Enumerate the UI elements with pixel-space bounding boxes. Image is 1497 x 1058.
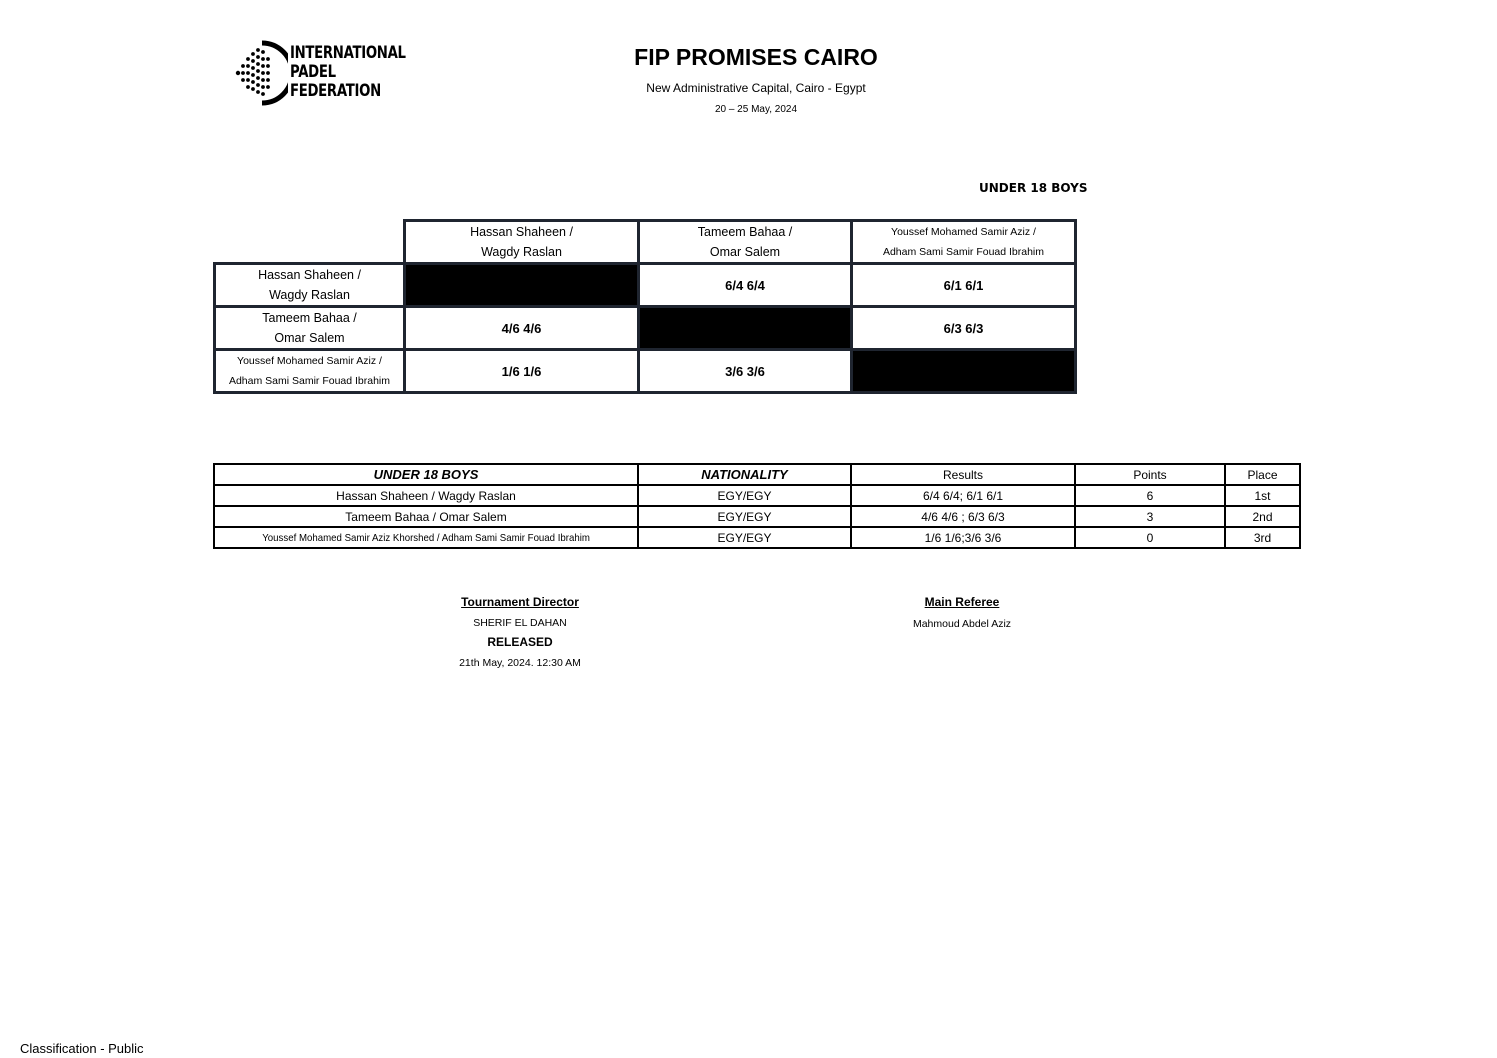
standings-team: Hassan Shaheen / Wagdy Raslan [214,485,638,506]
fip-logo [232,40,412,106]
results-matrix [213,219,1077,394]
standings-place: 1st [1225,485,1300,506]
padel-racket-dots-icon [232,40,288,106]
standings-header-cell: NATIONALITY [638,464,851,485]
matrix-score-cell: 3/6 3/6 [639,350,852,393]
director-block [420,595,620,669]
matrix-score-cell: 6/3 6/3 [852,307,1076,350]
table-row [214,485,1300,506]
team-player-line: Youssef Mohamed Samir Aziz / [237,355,382,367]
referee-block [862,595,1062,630]
standings-results: 6/4 6/4; 6/1 6/1 [851,485,1075,506]
standings-nationality: EGY/EGY [638,527,851,548]
standings-nationality: EGY/EGY [638,485,851,506]
table-row [214,527,1300,548]
matrix-self-cell [852,350,1076,393]
logo-line: PADEL [290,62,336,82]
team-player-line: Hassan Shaheen / [258,268,361,282]
standings-place: 3rd [1225,527,1300,548]
standings-header-cell: Place [1225,464,1300,485]
matrix-row-header [215,350,405,393]
matrix-col-header [405,221,639,264]
team-player-line: Omar Salem [274,331,345,345]
team-player-line: Adham Sami Samir Fouad Ibrahim [882,246,1045,258]
table-row [214,506,1300,527]
team-player-line: Wagdy Raslan [269,288,350,302]
team-player-line: Adham Sami Samir Fouad Ibrahim [228,375,391,387]
standings-points: 6 [1075,485,1225,506]
matrix-row-header [215,307,405,350]
standings-header-cell: Points [1075,464,1225,485]
tournament-location: New Administrative Capital, Cairo - Egypt [646,81,866,95]
standings-place: 2nd [1225,506,1300,527]
team-player-line: Wagdy Raslan [481,245,562,259]
matrix-score-cell: 4/6 4/6 [405,307,639,350]
referee-title: Main Referee [924,595,1000,609]
standings-header-row [214,464,1300,485]
team-player-line: Tameem Bahaa / [697,225,793,239]
tournament-title: FIP PROMISES CAIRO [634,44,878,70]
release-status: RELEASED [487,635,553,649]
team-player-line: Youssef Mohamed Samir Aziz / [891,226,1036,238]
matrix-score-cell: 6/1 6/1 [852,264,1076,307]
standings-points: 3 [1075,506,1225,527]
team-player-line: Tameem Bahaa / [262,311,357,325]
director-name: SHERIF EL DAHAN [473,617,567,629]
matrix-col-header [852,221,1076,264]
standings-results: 4/6 4/6 ; 6/3 6/3 [851,506,1075,527]
standings-header-cell: UNDER 18 BOYS [214,464,638,485]
standings-team-text: Youssef Mohamed Samir Aziz Khorshed / Adham Sami Samir Fouad Ibrahim [262,531,590,544]
team-player-line: Hassan Shaheen / [470,225,573,239]
classification-footer: Classification - Public [20,1041,144,1056]
matrix-self-cell [639,307,852,350]
director-title: Tournament Director [461,595,579,609]
matrix-self-cell [405,264,639,307]
standings-nationality: EGY/EGY [638,506,851,527]
matrix-col-header [639,221,852,264]
matrix-score-cell: 6/4 6/4 [639,264,852,307]
matrix-corner [215,221,405,264]
standings-results: 1/6 1/6;3/6 3/6 [851,527,1075,548]
standings-table [213,463,1301,549]
logo-wordmark [290,44,406,101]
standings-team [214,527,638,548]
matrix-score-cell: 1/6 1/6 [405,350,639,393]
standings-team: Tameem Bahaa / Omar Salem [214,506,638,527]
tournament-dates: 20 – 25 May, 2024 [714,104,798,115]
standings-header-cell: Results [851,464,1075,485]
team-player-line: Omar Salem [709,245,781,259]
logo-line: INTERNATIONAL [290,43,406,63]
category-label: UNDER 18 BOYS [979,181,1088,195]
logo-line: FEDERATION [290,81,381,101]
matrix-row-header [215,264,405,307]
referee-name: Mahmoud Abdel Aziz [912,618,1012,630]
release-timestamp: 21th May, 2024. 12:30 AM [459,657,581,669]
standings-points: 0 [1075,527,1225,548]
